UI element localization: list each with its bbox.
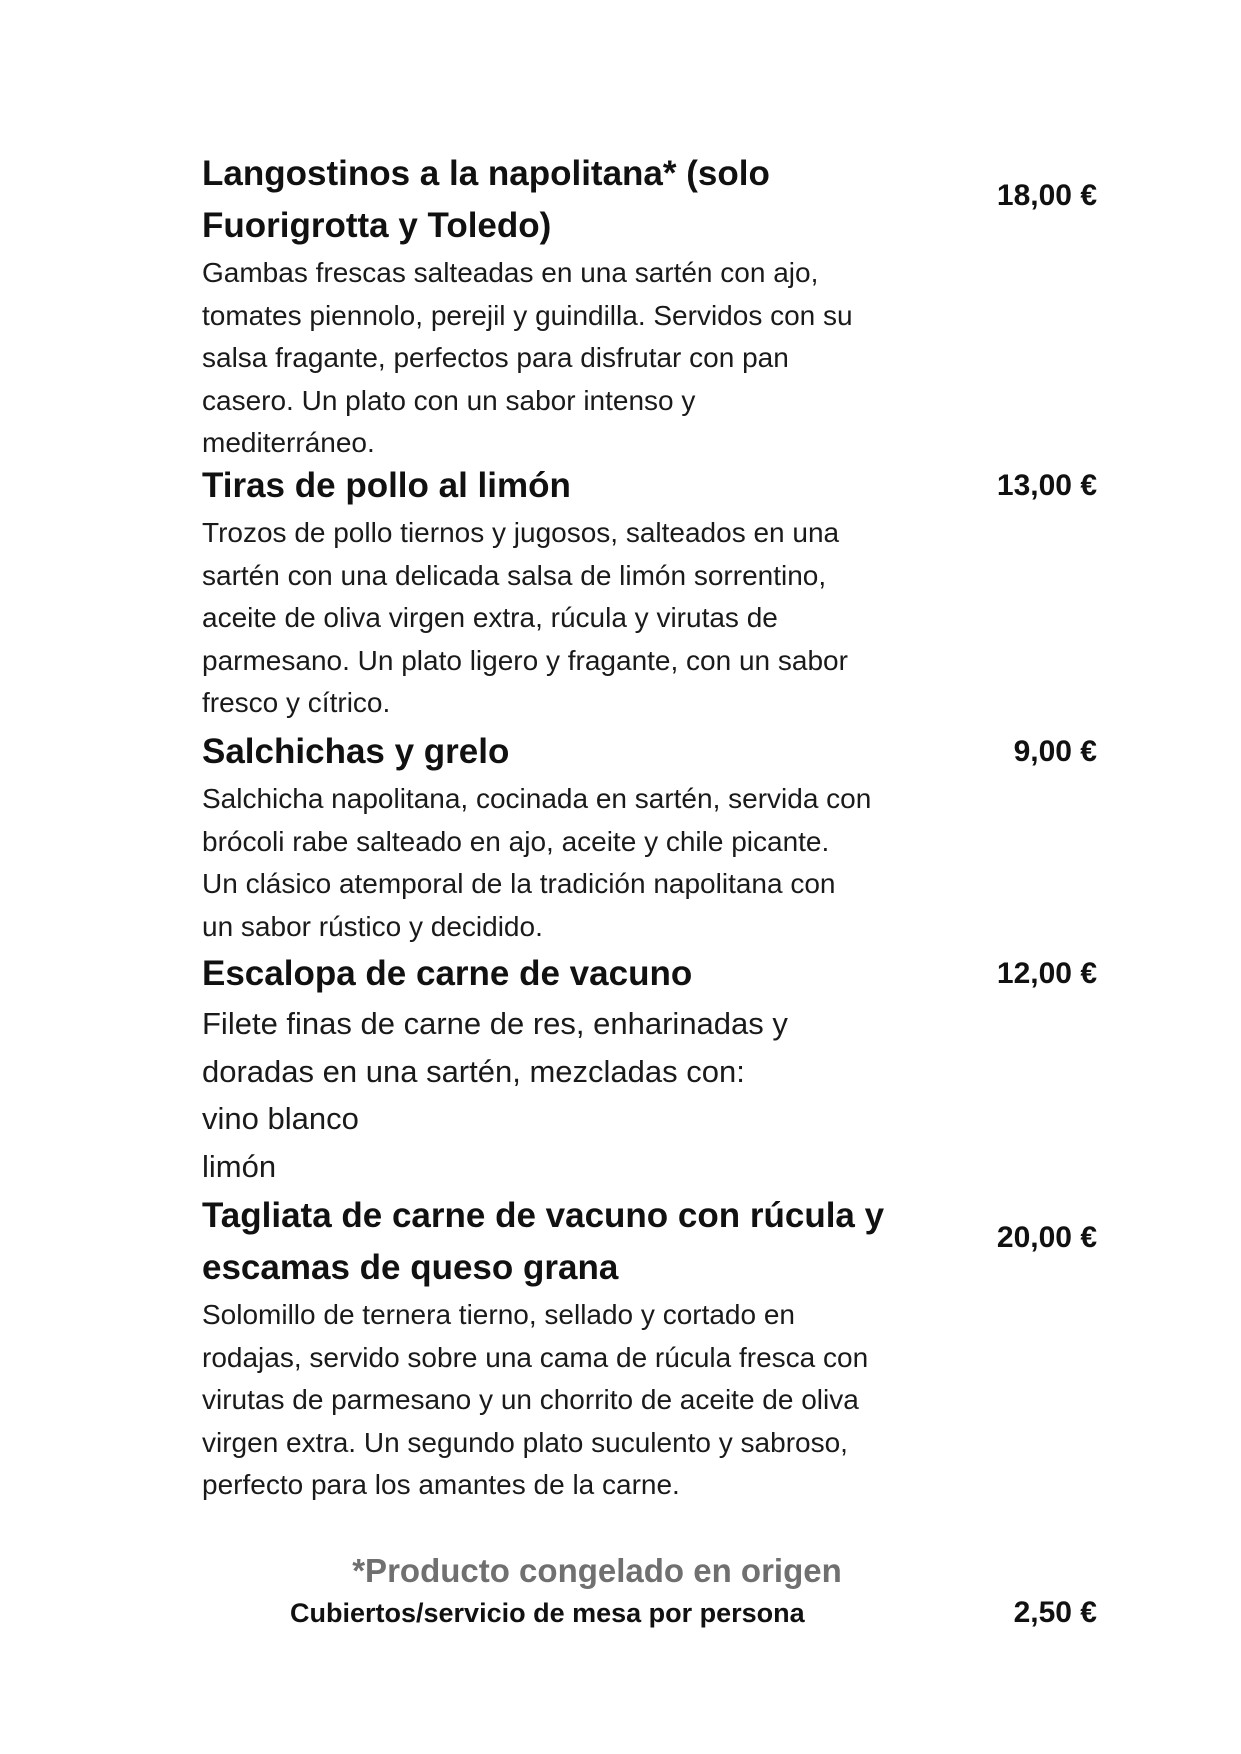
dish-title xyxy=(202,460,962,512)
menu-item xyxy=(202,148,962,465)
description-line: virgen extra. Un segundo plato suculento y sabroso, xyxy=(202,1426,848,1458)
menu-item xyxy=(202,460,962,725)
dish-title-line: Fuorigrotta y Toledo) xyxy=(202,206,552,245)
dish-description xyxy=(202,778,962,948)
dish-price: 9,00 € xyxy=(1013,735,1097,768)
dish-price: 12,00 € xyxy=(996,957,1097,990)
dish-title-line: escamas de queso grana xyxy=(202,1248,619,1287)
description-line: casero. Un plato con un sabor intenso y xyxy=(202,384,696,416)
description-line: vino blanco xyxy=(202,1101,359,1136)
description-line: Salchicha napolitana, cocinada en sartén, servida con xyxy=(202,783,872,814)
description-line: salsa fragante, perfectos para disfrutar con pan xyxy=(202,342,789,373)
dish-title-line: Salchichas y grelo xyxy=(202,732,510,771)
description-line: limón xyxy=(202,1148,277,1184)
menu-item xyxy=(202,948,962,1190)
dish-price: 18,00 € xyxy=(996,179,1097,212)
description-line: brócoli rabe salteado en ajo, aceite y chile picante. xyxy=(202,825,830,857)
description-line: tomates piennolo, perejil y guindilla. Servidos con su xyxy=(202,299,853,331)
description-line: perfecto para los amantes de la carne. xyxy=(202,1469,680,1500)
dish-price: 13,00 € xyxy=(996,469,1097,502)
description-line: Trozos de pollo tiernos y jugosos, salteados en una xyxy=(202,517,840,548)
service-charge-price: 2,50 € xyxy=(1013,1596,1097,1629)
description-line: mediterráneo. xyxy=(202,427,375,458)
description-line: Filete finas de carne de res, enharinadas y xyxy=(202,1006,788,1041)
dish-title xyxy=(202,726,962,778)
description-line: sartén con una delicada salsa de limón sorrentino, xyxy=(202,559,827,591)
description-line: doradas en una sartén, mezcladas con: xyxy=(202,1053,745,1089)
dish-title xyxy=(202,148,962,252)
dish-price: 20,00 € xyxy=(996,1221,1097,1254)
description-line: Gambas frescas salteadas en una sartén con ajo, xyxy=(202,257,819,288)
description-line: Solomillo de ternera tierno, sellado y cortado en xyxy=(202,1299,796,1330)
dish-description xyxy=(202,1294,962,1507)
frozen-product-footnote: *Producto congelado en origen xyxy=(352,1552,842,1589)
description-line: un sabor rústico y decidido. xyxy=(202,910,543,942)
dish-description xyxy=(202,252,962,465)
dish-title xyxy=(202,948,962,1000)
menu-item xyxy=(202,726,962,948)
dish-title-line: Escalopa de carne de vacuno xyxy=(202,954,693,993)
dish-title-line: Tiras de pollo al limón xyxy=(202,466,571,505)
description-line: rodajas, servido sobre una cama de rúcula fresca con xyxy=(202,1341,869,1373)
description-line: Un clásico atemporal de la tradición napolitana con xyxy=(202,868,836,899)
description-line: parmesano. Un plato ligero y fragante, con un sabor xyxy=(202,644,848,676)
dish-title-line: Tagliata de carne de vacuno con rúcula y xyxy=(202,1196,885,1235)
menu-item xyxy=(202,1190,962,1507)
dish-title-line: Langostinos a la napolitana* (solo xyxy=(202,154,770,193)
dish-description xyxy=(202,512,962,725)
dish-description xyxy=(202,1000,962,1190)
description-line: virutas de parmesano y un chorrito de aceite de oliva xyxy=(202,1384,859,1415)
description-line: fresco y cítrico. xyxy=(202,687,391,718)
dish-title xyxy=(202,1190,962,1294)
service-charge-label: Cubiertos/servicio de mesa por persona xyxy=(290,1598,805,1628)
description-line: aceite de oliva virgen extra, rúcula y virutas de xyxy=(202,602,778,633)
